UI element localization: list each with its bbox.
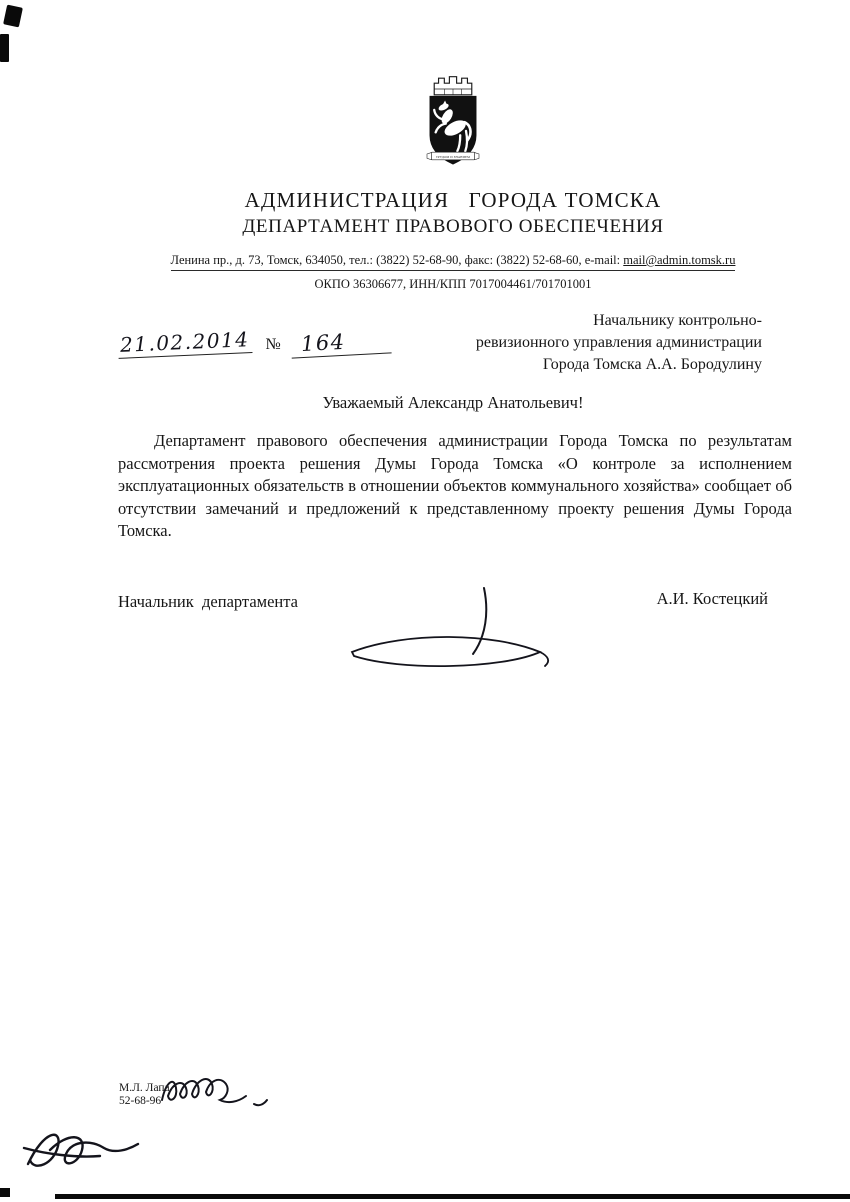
letter-body: Департамент правового обеспечения администрации Города Томска по результатам рассмотрения проекта решения Думы Города Томска «О контроле за исполнением эксплуатационных обязательств в отношении объектов коммунального хозяйства» сообщает об отсутствии замечаний и предложений к представленному проекту решения Думы Города Томска. — [118, 431, 792, 540]
scan-artifact-left-edge — [0, 34, 9, 62]
mural-crown-icon — [434, 77, 472, 95]
executor-name: М.Л. Лапа — [119, 1082, 170, 1094]
handwritten-number: 164 — [290, 327, 391, 358]
letterhead — [56, 50, 850, 292]
registration-codes: ОКПО 36306677, ИНН/КПП 7017004461/701701001 — [314, 277, 592, 291]
signer-name: А.И. Костецкий — [656, 589, 768, 608]
number-sign: № — [265, 336, 281, 353]
tomsk-coat-of-arms — [405, 50, 501, 180]
scan-artifact-bottom-left — [0, 1188, 10, 1197]
recipient-line2: ревизионного управления администрации — [475, 334, 762, 351]
org-name-line2: ДЕПАРТАМЕНТ ПРАВОВОГО ОБЕСПЕЧЕНИЯ — [242, 216, 664, 237]
salutation: Уважаемый Александр Анатольевич! — [322, 393, 584, 412]
corner-signature — [16, 1120, 168, 1186]
scan-artifact-bottom-line — [55, 1194, 850, 1199]
scan-artifact-top-left — [3, 5, 23, 28]
recipient-line1: Начальнику контрольно- — [593, 312, 762, 329]
contact-line — [171, 253, 736, 271]
recipient-line3: Города Томска А.А. Бородулину — [542, 356, 762, 373]
recipient-block — [342, 310, 762, 376]
handwritten-date: 21.02.2014 — [117, 327, 252, 359]
signer-position: Начальник департамента — [118, 592, 299, 611]
org-name-line1: АДМИНИСТРАЦИЯ ГОРОДА ТОМСКА — [244, 188, 662, 212]
main-signature — [342, 586, 560, 691]
motto-ribbon — [427, 152, 479, 160]
motto-text: ТРУДОМ И ЗНАНИЕМ — [435, 154, 471, 159]
executor-signature — [156, 1060, 288, 1118]
executor-phone: 52-68-96 — [119, 1095, 162, 1107]
email-text: mail@admin.tomsk.ru — [623, 253, 736, 267]
contact-text: Ленина пр., д. 73, Томск, 634050, тел.: (3822) 52-68-90, факс: (3822) 52-68-60, e-mail: — [170, 253, 624, 267]
